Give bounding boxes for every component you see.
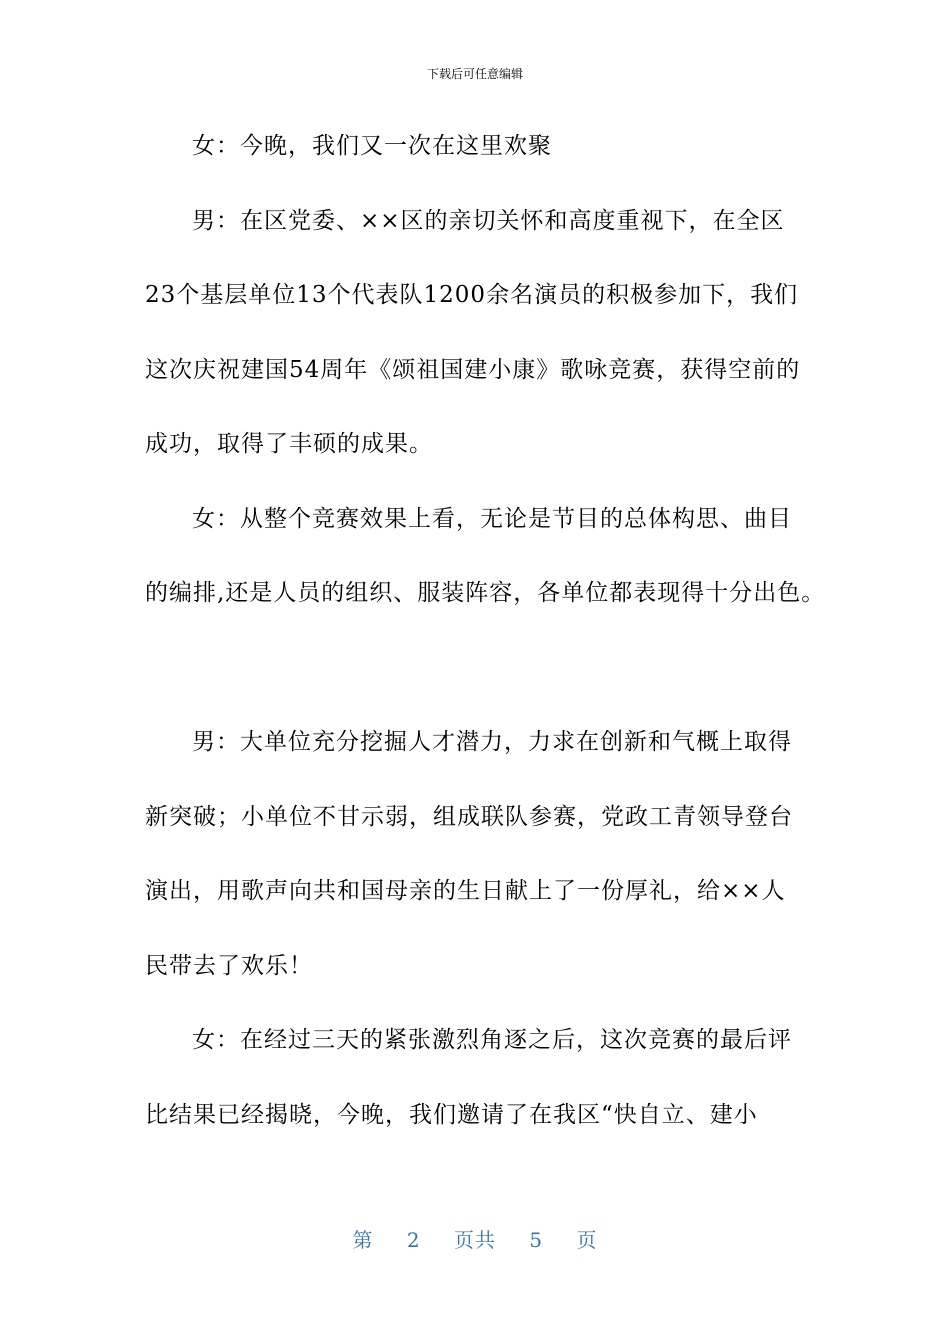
page-header-note: 下载后可任意编辑 — [426, 67, 523, 81]
text-line: 女：从整个竞赛效果上看，无论是节目的总体构思、曲目 — [192, 505, 792, 532]
text-line: 的编排,还是人员的组织、服装阵容，各单位都表现得十分出色。 — [145, 580, 826, 606]
current-page-number: 2 — [406, 1228, 421, 1252]
text-line: 男：在区党委、××区的亲切关怀和高度重视下，在全区 — [192, 207, 785, 234]
footer-suffix: 页 — [576, 1228, 598, 1252]
text-line: 男：大单位充分挖掘人才潜力，力求在创新和气概上取得 — [192, 729, 792, 755]
total-page-number: 5 — [529, 1228, 544, 1252]
document-body — [145, 124, 826, 1167]
page-footer — [0, 1226, 950, 1254]
text-line: 民带去了欢乐！ — [145, 952, 313, 979]
text-line: 新突破；小单位不甘示弱，组成联队参赛，党政工青领导登台 — [145, 803, 793, 830]
text-line: 比结果已经揭晓，今晚，我们邀请了在我区“快自立、建小 — [145, 1101, 758, 1128]
text-line: 演出，用歌声向共和国母亲的生日献上了一份厚礼，给××人 — [145, 878, 786, 904]
text-line: 女：今晚，我们又一次在这里欢聚 — [192, 133, 552, 159]
footer-prefix: 第 — [352, 1228, 374, 1252]
text-line: 这次庆祝建国54周年《颂祖国建小康》歌咏竞赛，获得空前的 — [145, 356, 801, 383]
footer-middle: 页共 — [454, 1228, 496, 1252]
text-line: 成功，取得了丰硕的成果。 — [145, 431, 433, 457]
text-line: 23个基层单位13个代表队1200余名演员的积极参加下，我们 — [145, 282, 799, 308]
text-line: 女：在经过三天的紧张激烈角逐之后，这次竞赛的最后评 — [192, 1027, 792, 1053]
